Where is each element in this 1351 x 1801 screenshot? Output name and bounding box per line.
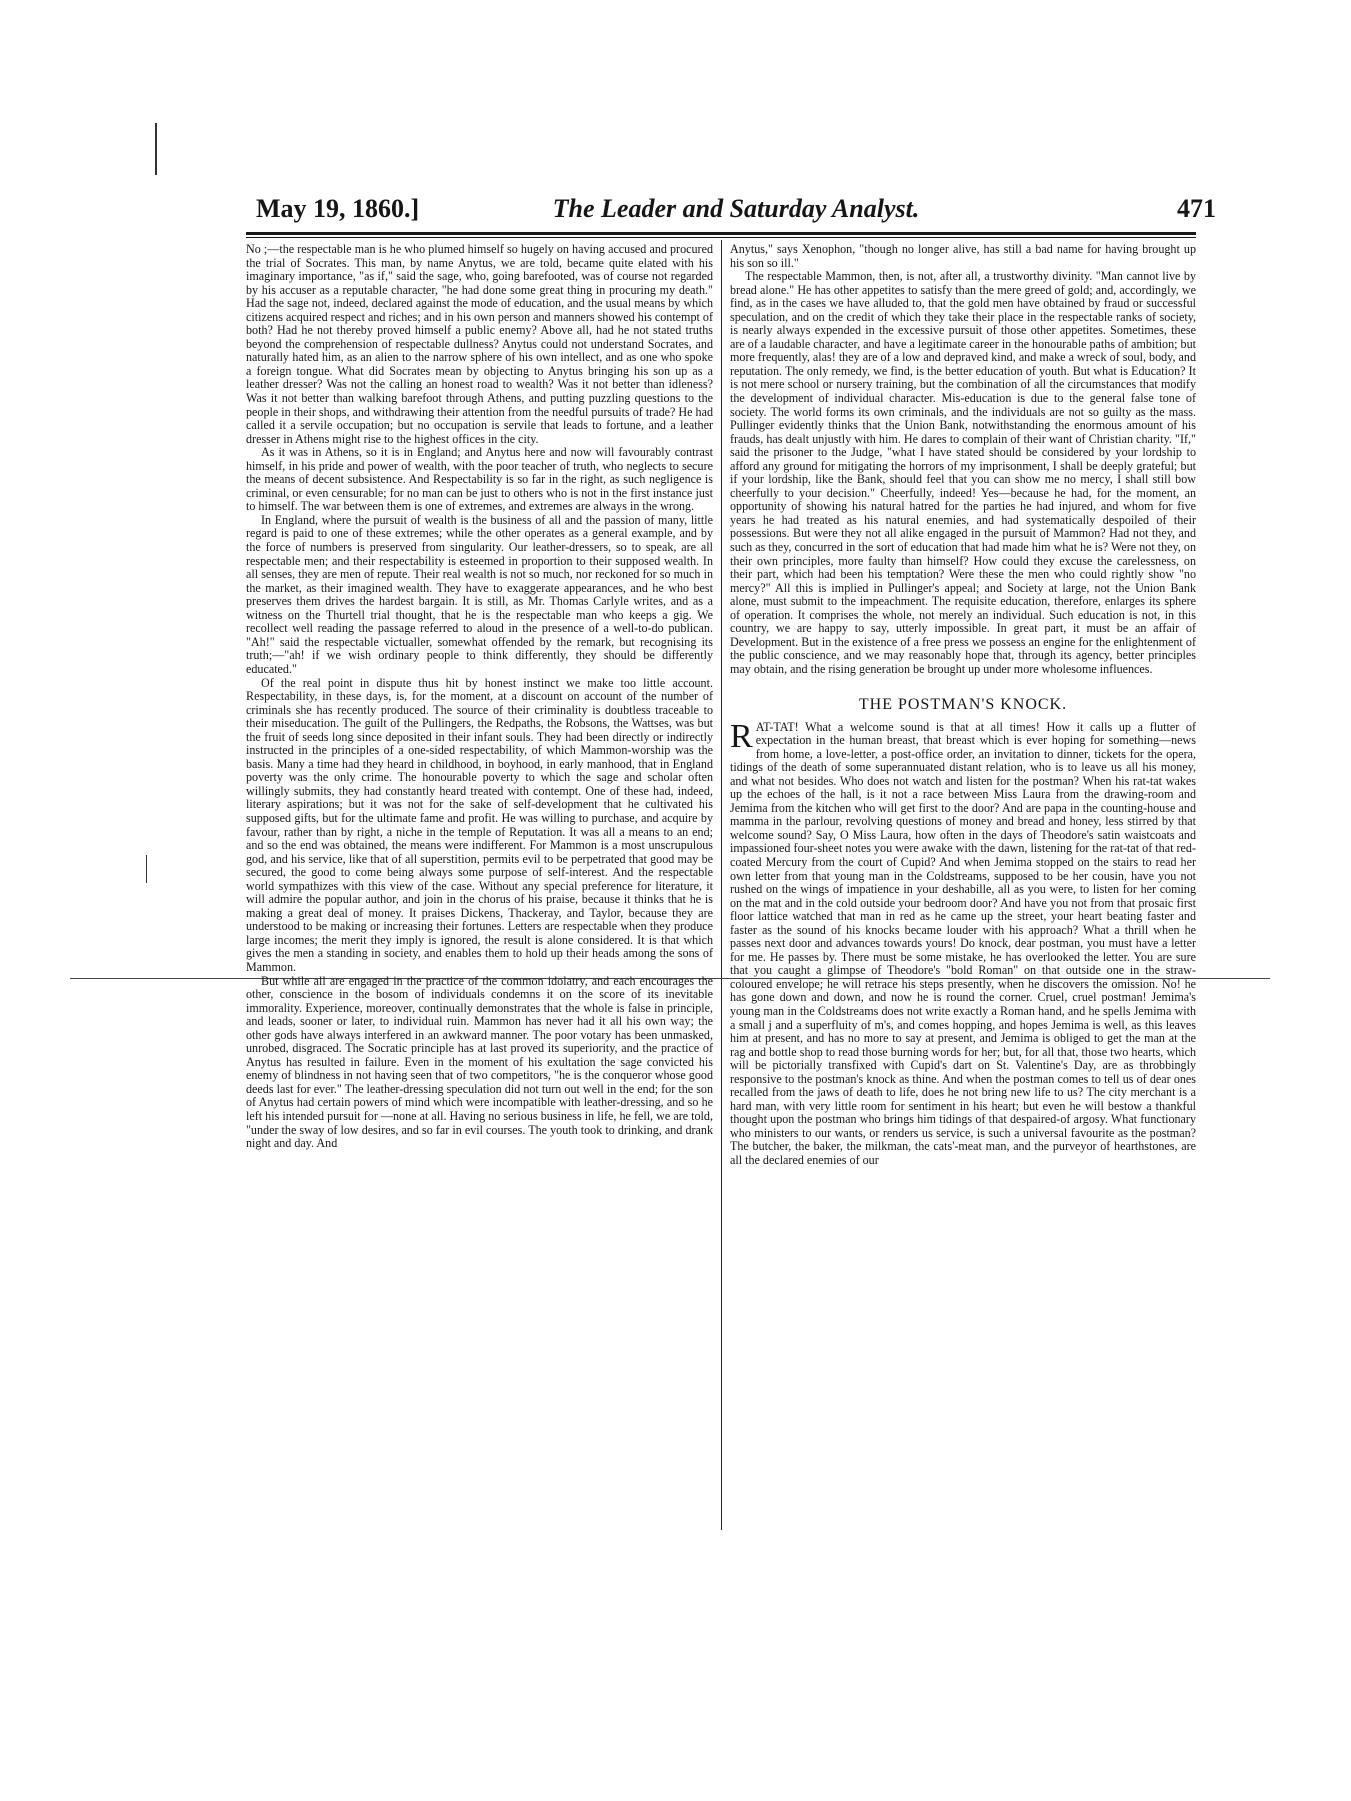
masthead-rule xyxy=(246,232,1196,235)
column-divider xyxy=(721,240,722,1530)
section-heading: THE POSTMAN'S KNOCK. xyxy=(858,695,1068,713)
article-paragraph: As it was in Athens, so it is in England; and Anytus here and now will favourably contrast himself, in his pride and power of wealth, with the poor teacher of truth, who neglects to secure the means of decent subsistence. And Respectability is so far in the right, as such negligence is criminal, or even censurable; for no man can be just to others who is not in the first instance just to himself. The war between them is one of extremes, and extremes are always in the wrong. xyxy=(246,445,713,514)
binding-mark-middle xyxy=(146,855,147,883)
article-paragraph: In England, where the pursuit of wealth is the business of all and the passion of many, little regard is paid to one of these extremes; while the other operates as a general example, and by the force of numbers is preserved from singularity. Our leather-dressers, so to speak, are all respectable men; and their respectability is esteemed in proportion to their supposed wealth. In all senses, they are men of repute. Their real wealth is not so much, nor reckoned for so much in the market, as their imagined wealth. They have to exaggerate appearances, and he who best preserves them drives the hardest bargain. It is still, as Mr. Thomas Carlyle writes, and as a witness on the Thurtell trial thought, that he is the respectable man who keeps a gig. We recollect well reading the passage referred to aloud in the presence of a well-to-do publican. "Ah!" said the respectable victualler, somewhat offended by the remark, but recognising its truth;—"ah! if we wish ordinary people to think differently, they should be differently educated." xyxy=(246,512,713,676)
binding-mark-top xyxy=(155,123,157,175)
publication-title: The Leader and Saturday Analyst. xyxy=(552,194,920,223)
article-paragraph: But while all are engaged in the practice of the common idolatry, and each encourages the other, conscience in the bosom of individuals condemns it on the score of its inevitable immorality. Experience, moreover, continually demonstrates that the whole is false in principle, and leads, sooner or later, to individual ruin. Mammon has never had it all his own way; the other gods have always interfered in an awkward manner. The poor votary has been unmasked, unrobed, disgraced. The Socratic principle has at last proved its superiority, and the practice of Anytus has resulted in failure. Even in the moment of his exultation the sage convicted his enemy of blindness in not having seen that of two competitors, "he is the conqueror whose good deeds last for ever." The leather-dressing speculation did not turn out well in the end; for the son of Anytus had certain powers of mind which were incompatible with leather-dressing, and so he left his intended pursuit for —none at all. Having no serious business in life, he fell, we are told, "under the sway of low desires, and so far in evil courses. The youth took to drinking, and drank night and day. And xyxy=(246,973,713,1151)
left-column xyxy=(246,243,713,1151)
article-paragraph: Anytus," says Xenophon, "though no longer alive, has still a bad name for having brought up his son so ill." xyxy=(730,242,1196,270)
issue-date: May 19, 1860.] xyxy=(256,194,420,223)
masthead xyxy=(256,192,1216,226)
article-paragraph: Of the real point in dispute thus hit by honest instinct we make too little account. Respectability, in these days, is, for the moment, at a discount on account of the number of criminals she has recently produced. The source of their criminality is doubtless traceable to their miseducation. The guilt of the Pullingers, the Redpaths, the Robsons, the Wattses, was but the fruit of seeds long since deposited in their infant souls. They had been directly or indirectly instructed in the principles of a one-sided respectability, of which Mammon-worship was the basis. Many a time had they heard in childhood, in boyhood, in early manhood, that in England poverty was the only crime. The honourable poverty to which the sage and scholar often willingly submits, they had constantly heard treated with contempt. One of these had, indeed, literary aspirations; but it was not for the sake of self-development that he cultivated his supposed gifts, but for the ultimate fame and profit. He was willing to purchase, and acquire by favour, rather than by right, a niche in the temple of Reputation. It was all a means to an end; and so the end was obtained, the means were indifferent. For Mammon is a most unscrupulous god, and his service, like that of all superstition, permits evil to be perpetrated that good may be secured, the good to come being always some purpose of self-interest. And the respectable world sympathizes with this view of the case. Without any special preference for literature, it will admire the popular author, and join in the chorus of his praise, because it thinks that he is making a great deal of money. It praises Dickens, Thackeray, and Taylor, because they are understood to be making or increasing their fortunes. Letters are respectable when they produce large incomes; the merit they imply is ignored, the result is alone considered. It is that which gives the men a standing in society, and enables them to hold up their heads among the sons of Mammon. xyxy=(246,675,713,974)
right-column xyxy=(730,243,1196,1168)
drop-cap: R xyxy=(730,717,753,755)
page-number: 471 xyxy=(1177,194,1216,223)
article-paragraph-opening xyxy=(730,717,1196,1168)
opening-text: AT-TAT! What a welcome sound is that at all times! How it calls up a flutter of expectation in the human breast, that breast which is ever hoping for something—news from home, a love-letter, a post-office order, an invitation to dinner, tickets for the opera, tidings of the death of some superannuated distant relation, who is to leave us all his money, and what not besides. Who does not watch and listen for the postman? When his rat-tat wakes up the echoes of the hall, is it not a race between Miss Laura from the drawing-room and Jemima from the kitchen who will get first to the door? And are papa in the counting-house and mamma in the parlour, revolving questions of money and bread and honey, less stirred by that welcome sound? Say, O Miss Laura, how often in the days of Theodore's satin waistcoats and impassioned four-sheet notes you were awake with the dawn, listening for the rat-tat of that red-coated Mercury from the court of Cupid? And when Jemima stopped on the stairs to read her own letter from that young man in the Coldstreams, supposed to be her cousin, have you not rushed on the wings of impatience in your deshabille, all as you were, to listen for her coming on the mat and in the cold outside your bedroom door? And have you not from that prosaic first floor lattice watched that man in red as he came up the street, your heart beating faster and faster as the sound of his knocks became louder with his approach? What a thrill when he passes next door and advances towards yours! Do knock, dear postman, you must have a letter for me. He passes by. There must be some mistake, he has overlooked the letter. You are sure that you caught a glimpse of Theodore's "bold Roman" on that outside one in the straw-coloured envelope; he will retrace his steps presently, when he discovers the omission. No! he has gone down and down, and now he is round the corner. Cruel, cruel postman! Jemima's young man in the Coldstreams does not write exactly a Roman hand, and he spells Jemima with a small j and a superfluity of m's, and comes hopping, and hopes Jemima is well, as this leaves him at present, and has no more to say at present, and Jemima is obliged to get the man at the rag and bottle shop to read those burning words for her; but, for all that, those two hearts, which will be pictorially transfixed with Cupid's dart on St. Valentine's Day, are as throbbingly responsive to the postman's knock as thine. And when the postman comes to tell us of dear ones recalled from the jaws of death to life, does he not bring new life to us? The city merchant is a hard man, with very little room for sentiment in his heart; but even he will bestow a thankful thought upon the postman who brings him tidings of that despaired-of argosy. What functionary who ministers to our wants, or renders us service, is such a universal favourite as the postman? The butcher, the baker, the milkman, the cats'-meat man, and the purveyor of hearthstones, are all the declared enemies of our xyxy=(730,719,1196,1167)
masthead-rule-thin xyxy=(246,237,1196,238)
article-paragraph: The respectable Mammon, then, is not, after all, a trustworthy divinity. "Man cannot live by bread alone." He has other appetites to satisfy than the mere greed of gold; and, accordingly, we find, as in the cases we have alluded to, that the gold men have obtained by fraud or successful speculation, and on the credit of which they take their place in the respectable ranks of society, is nearly always expended in the excessive pursuit of those other appetites. Sometimes, these are of a laudable character, and have a legitimate career in the honourable paths of ambition; but more frequently, alas! they are of a low and depraved kind, and make a wreck of soul, body, and reputation. The only remedy, we find, is the better education of youth. But what is Education? It is not mere school or nursery training, but the combination of all the circumstances that modify the development of individual character. Mis-education is due to the general false tone of society. The world forms its own criminals, and the individuals are not so guilty as the mass. Pullinger evidently thinks that the Union Bank, notwithstanding the enormous amount of his frauds, has dealt unjustly with him. He dares to complain of their want of Christian charity. "If," said the prisoner to the Judge, "what I have stated should be considered by your lordship to afford any ground for mitigating the horrors of my imprisonment, I shall be deeply grateful; but if your lordship, like the Bank, should feel that you can show me no mercy, I shall still bow cheerfully to your decision." Cheerfully, indeed! Yes—because he had, for the moment, an opportunity of showing his natural hatred for the parties he had injured, and whom for five years he had treated as his natural enemies, and had systematically despoiled of their possessions. But were they not all alike engaged in the pursuit of Mammon? Had not they, and such as they, concurred in the sort of education that had made him what he is? Were not they, on their own principles, more faulty than himself? How could they excuse the carelessness, on their part, which had been his temptation? Were these the men who could rightly show "no mercy?" All this is implied in Pullinger's appeal; and Society at large, not the Union Bank alone, must submit to the impeachment. The requisite education, therefore, enlarges its sphere of operation. It comprises the whole, not merely an individual. Such education is not, in this country, we are happy to say, utterly impossible. In great part, it must be an affair of Development. But in the existence of a free press we possess an engine for the enlightenment of the public conscience, and we may reasonably hope that, through its agency, better principles may obtain, and the rising generation be brought up under more wholesome influences. xyxy=(730,269,1196,676)
article-paragraph: No ;—the respectable man is he who plumed himself so hugely on having accused and procured the trial of Socrates. This man, by name Anytus, we are told, became quite elated with his imaginary importance, "as if," said the sage, who, going barefooted, was of course not regarded by his accuser as a reputable character, "he had done some great thing in procuring my death." Had the sage not, indeed, declared against the mode of education, and the usual means by which citizens acquired respect and riches; and in his own person and manners showed his contempt of both? Had he not thereby proved himself a public enemy? Above all, had he not stated truths beyond the comprehension of respectable dullness? Anytus could not understand Socrates, and naturally hated him, as an alien to the narrow sphere of his own intellect, and as one who spoke a foreign tongue. What did Socrates mean by objecting to Anytus bringing his son up as a leather dresser? Was not the calling an honest road to wealth? Was it not better than idleness? Was it not better than walking barefoot through Athens, and putting puzzling questions to the people in their shops, and withdrawing their attention from the needful pursuits of trade? He had called it a servile occupation; but no occupation is servile that leads to fortune, and a leather dresser in Athens might rise to the highest offices in the city. xyxy=(246,242,713,446)
